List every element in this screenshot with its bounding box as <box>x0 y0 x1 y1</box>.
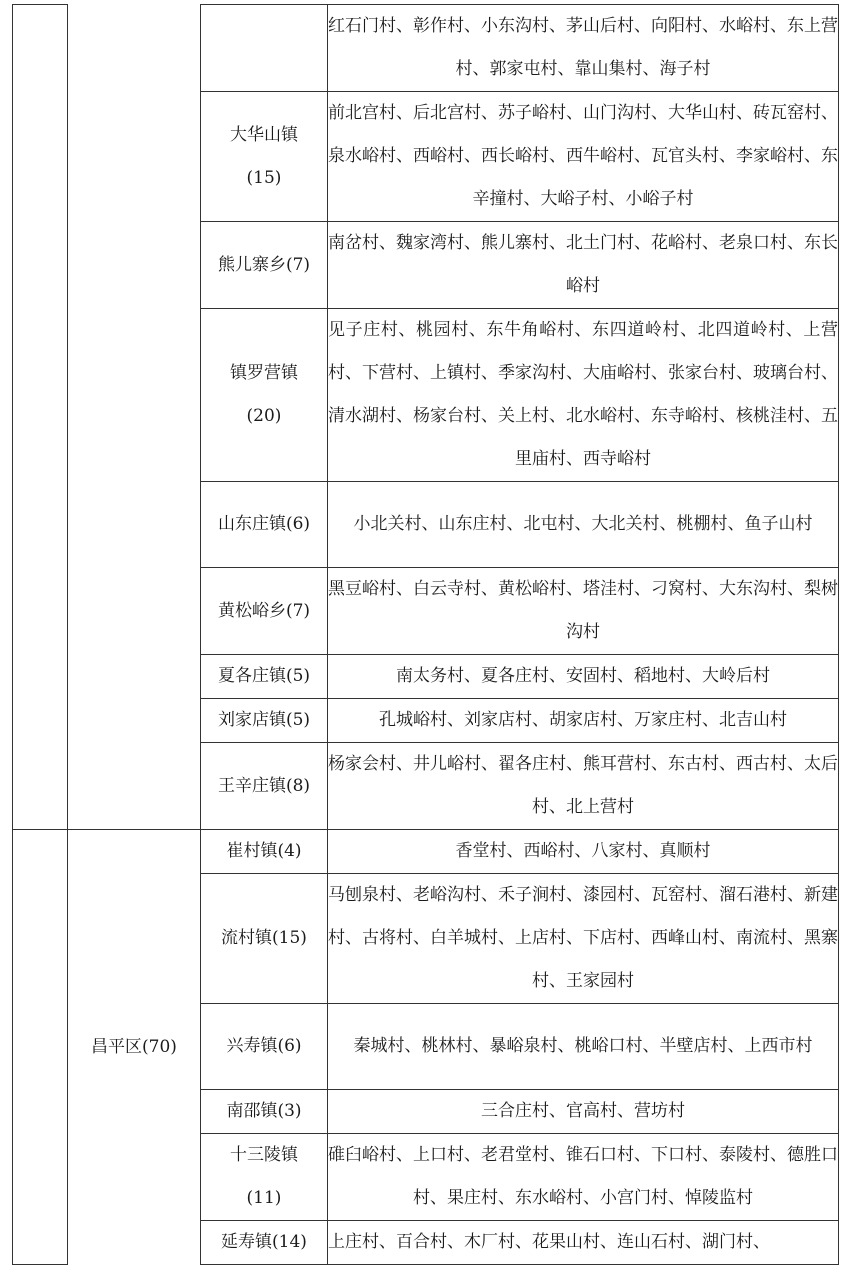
town-cell: 兴寿镇(6) <box>201 1004 328 1090</box>
table-row <box>13 5 839 92</box>
town-cell: 镇罗营镇 (20) <box>201 309 328 482</box>
town-cell: 王辛庄镇(8) <box>201 743 328 830</box>
town-cell: 延寿镇(14) <box>201 1221 328 1265</box>
villages-cell: 香堂村、西峪村、八家村、真顺村 <box>328 830 839 874</box>
villages-cell: 小北关村、山东庄村、北屯村、大北关村、桃棚村、鱼子山村 <box>328 482 839 568</box>
village-table <box>12 4 839 1265</box>
villages-cell: 秦城村、桃林村、暴峪泉村、桃峪口村、半壁店村、上西市村 <box>328 1004 839 1090</box>
district-label: 昌平区(70) <box>91 1036 177 1057</box>
district-cell-continued <box>68 5 201 830</box>
table-row <box>13 830 839 874</box>
town-cell: 黄松峪乡(7) <box>201 568 328 655</box>
province-cell <box>13 830 68 1265</box>
villages-cell: 黑豆峪村、白云寺村、黄松峪村、塔洼村、刁窝村、大东沟村、梨树沟村 <box>328 568 839 655</box>
villages-cell: 见子庄村、桃园村、东牛角峪村、东四道岭村、北四道岭村、上营村、下营村、上镇村、季家沟村、大庙峪村、张家台村、玻璃台村、清水湖村、杨家台村、关上村、北水峪村、东寺峪村、核桃洼村、五里庙村、西寺峪村 <box>328 309 839 482</box>
town-cell: 崔村镇(4) <box>201 830 328 874</box>
villages-cell: 孔城峪村、刘家店村、胡家店村、万家庄村、北吉山村 <box>328 699 839 743</box>
villages-cell: 前北宫村、后北宫村、苏子峪村、山门沟村、大华山村、砖瓦窑村、泉水峪村、西峪村、西长峪村、西牛峪村、瓦官头村、李家峪村、东辛撞村、大峪子村、小峪子村 <box>328 92 839 222</box>
villages-cell: 南太务村、夏各庄村、安固村、稻地村、大岭后村 <box>328 655 839 699</box>
town-cell: 流村镇(15) <box>201 874 328 1004</box>
villages-cell: 三合庄村、官高村、营坊村 <box>328 1090 839 1134</box>
villages-cell: 上庄村、百合村、木厂村、花果山村、连山石村、湖门村、 <box>328 1221 839 1265</box>
town-cell: 大华山镇 (15) <box>201 92 328 222</box>
villages-cell: 杨家会村、井儿峪村、翟各庄村、熊耳营村、东古村、西古村、太后村、北上营村 <box>328 743 839 830</box>
town-cell: 山东庄镇(6) <box>201 482 328 568</box>
villages-cell: 马刨泉村、老峪沟村、禾子涧村、漆园村、瓦窑村、溜石港村、新建村、古将村、白羊城村、上店村、下店村、西峰山村、南流村、黑寨村、王家园村 <box>328 874 839 1004</box>
town-cell: 夏各庄镇(5) <box>201 655 328 699</box>
town-cell: 南邵镇(3) <box>201 1090 328 1134</box>
town-cell: 十三陵镇 (11) <box>201 1134 328 1221</box>
document-page <box>12 4 839 1265</box>
villages-cell: 南岔村、魏家湾村、熊儿寨村、北土门村、花峪村、老泉口村、东长峪村 <box>328 222 839 309</box>
province-cell <box>13 5 68 830</box>
villages-cell: 碓臼峪村、上口村、老君堂村、锥石口村、下口村、泰陵村、德胜口村、果庄村、东水峪村、小宫门村、悼陵监村 <box>328 1134 839 1221</box>
town-cell: 刘家店镇(5) <box>201 699 328 743</box>
district-cell <box>68 830 201 1265</box>
villages-cell: 红石门村、彰作村、小东沟村、茅山后村、向阳村、水峪村、东上营村、郭家屯村、靠山集村、海子村 <box>328 5 839 92</box>
town-cell: 熊儿寨乡(7) <box>201 222 328 309</box>
town-cell <box>201 5 328 92</box>
